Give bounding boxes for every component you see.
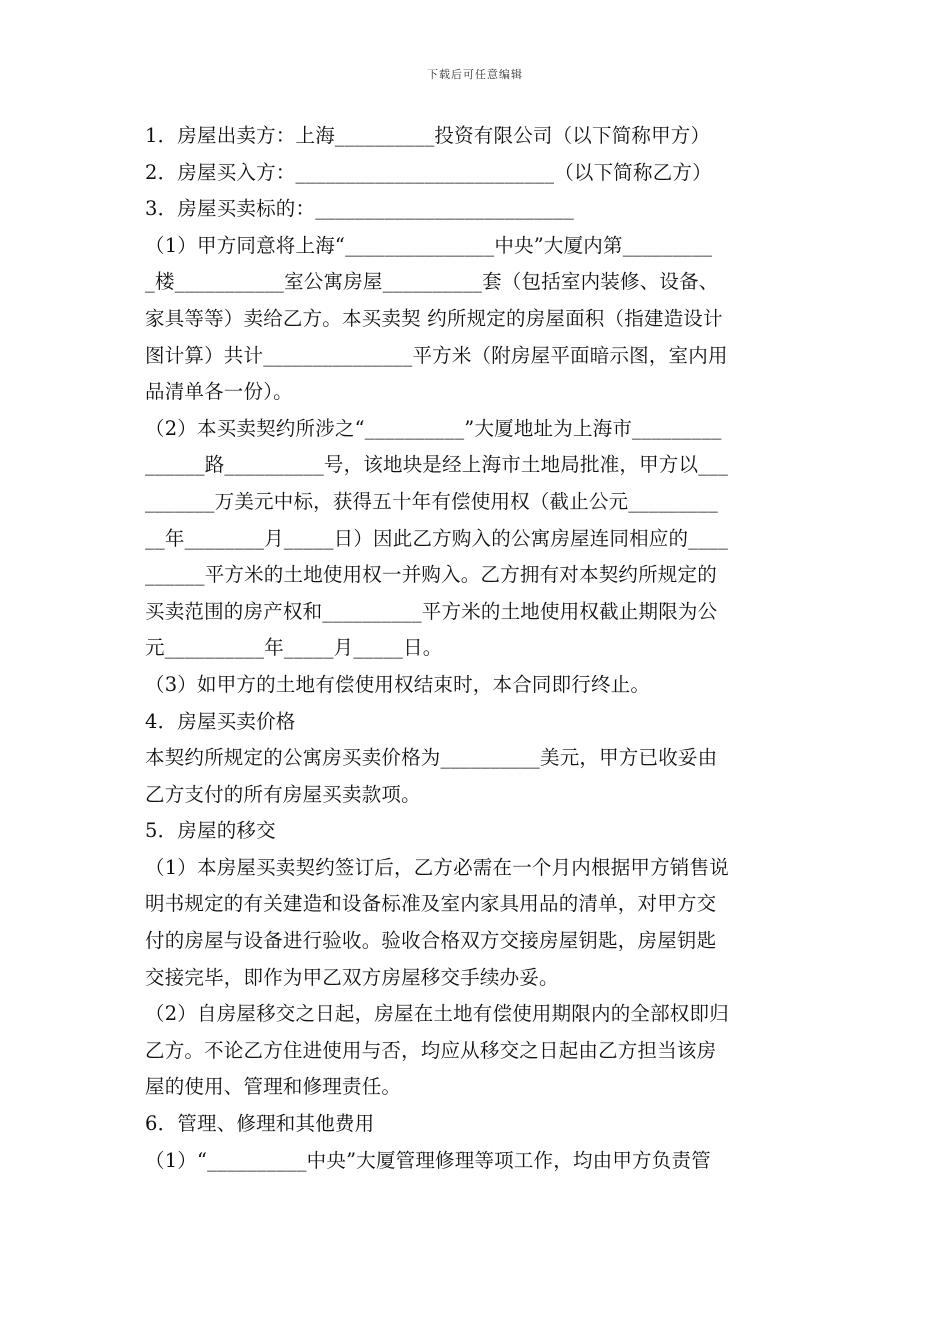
text-line: 本契约所规定的公寓房买卖价格为__________美元，甲方已收妥由 bbox=[145, 746, 718, 770]
text-line: （1）本房屋买卖契约签订后，乙方必需在一个月内根据甲方销售说 bbox=[145, 855, 729, 879]
text-line: 乙方。不论乙方住进使用与否，均应从移交之日起由乙方担当该房 bbox=[145, 1038, 717, 1062]
text-line: ______平方米的土地使用权一并购入。乙方拥有对本契约所规定的 bbox=[145, 563, 717, 587]
text-line: （2）自房屋移交之日起，房屋在土地有偿使用期限内的全部权即归 bbox=[145, 1002, 729, 1026]
text-line: ______路__________号，该地块是经上海市土地局批准，甲方以___ bbox=[145, 453, 729, 477]
text-line: 品清单各一份）。 bbox=[145, 380, 293, 404]
text-line: 5．房屋的移交 bbox=[145, 819, 276, 843]
text-line: 6．管理、修理和其他费用 bbox=[145, 1112, 375, 1136]
text-line: 4．房屋买卖价格 bbox=[145, 709, 296, 733]
header-note: 下载后可任意编辑 bbox=[427, 68, 523, 81]
text-line: 1．房屋出卖方：上海__________投资有限公司（以下简称甲方） bbox=[145, 124, 711, 147]
text-line: 图计算）共计_______________平方米（附房屋平面暗示图，室内用 bbox=[145, 343, 728, 367]
text-line: （1）甲方同意将上海“_______________中央”大厦内第_________ bbox=[145, 233, 713, 257]
text-line: 交接完毕，即作为甲乙双方房屋移交手续办妥。 bbox=[145, 965, 559, 989]
text-line: _楼___________室公寓房屋__________套（包括室内装修、设备、 bbox=[145, 270, 719, 294]
text-line: 屋的使用、管理和修理责任。 bbox=[145, 1075, 402, 1099]
text-line: 3．房屋买卖标的：__________________________ bbox=[145, 197, 574, 221]
text-line: 元__________年_____月_____日。 bbox=[145, 636, 443, 660]
text-line: （2）本买卖契约所涉之“__________”大厦地址为上海市_________ bbox=[145, 416, 722, 440]
contract-body bbox=[145, 118, 810, 1179]
text-line: 明书规定的有关建造和设备标准及室内家具用品的清单，对甲方交 bbox=[145, 892, 717, 916]
text-line: _______万美元中标，获得五十年有偿使用权（截止公元_________ bbox=[145, 489, 718, 513]
text-line: 2．房屋买入方：__________________________（以下简称乙方） bbox=[145, 160, 712, 184]
text-line: （3）如甲方的土地有偿使用权结束时，本合同即行终止。 bbox=[145, 672, 651, 696]
text-line: __年________月_____日）因此乙方购入的公寓房屋连同相应的____ bbox=[145, 526, 729, 550]
text-line: 付的房屋与设备进行验收。验收合格双方交接房屋钥匙，房屋钥匙 bbox=[145, 929, 717, 953]
text-line: （1）“__________中央”大厦管理修理等项工作，均由甲方负责管 bbox=[145, 1148, 711, 1172]
text-line: 买卖范围的房产权和__________平方米的土地使用权截止期限为公 bbox=[145, 599, 718, 623]
text-line: 家具等等）卖给乙方。本买卖契 约所规定的房屋面积（指建造设计 bbox=[145, 306, 723, 330]
text-line: 乙方支付的所有房屋买卖款项。 bbox=[145, 782, 421, 806]
